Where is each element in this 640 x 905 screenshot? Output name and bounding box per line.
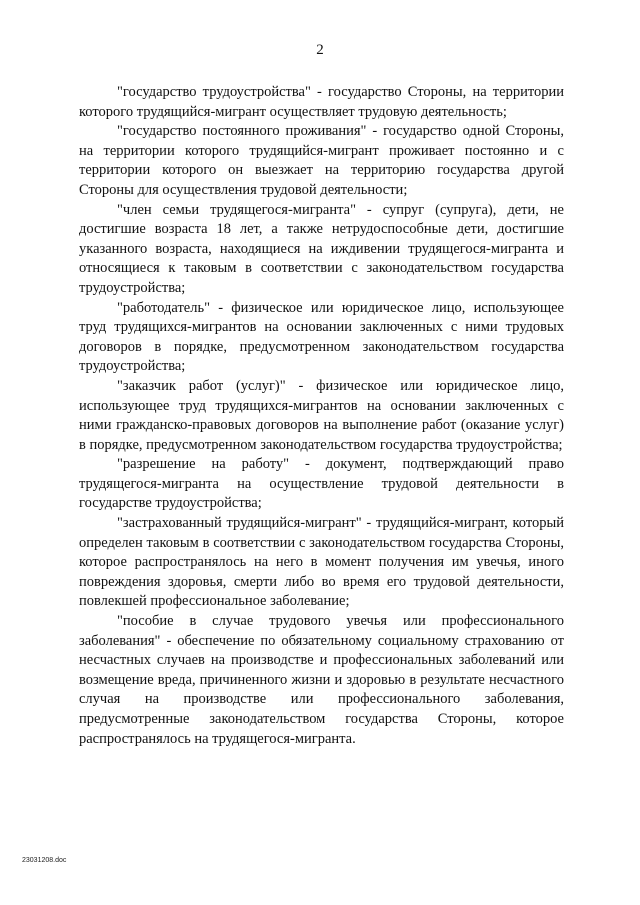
- definition-paragraph: "работодатель" - физическое или юридическое лицо, использующее труд трудящихся-мигрантов на основании заключенных с ними трудовых договоров в порядке, предусмотренном законодательством государства трудоустройства;: [79, 299, 564, 375]
- definition-paragraph: "застрахованный трудящийся-мигрант" - трудящийся-мигрант, который определен таковым в соответствии с законодательством государства Стороны, которое распространялось на него в момент получения им увечья, иного повреждения здоровья, смерти либо во время его трудовой деятельности, повлекшей профессиональное заболевание;: [79, 515, 564, 610]
- document-file-id: 23031208.doc: [22, 857, 67, 864]
- definition-paragraph: "государство трудоустройства" - государство Стороны, на территории которого трудящийся-мигрант осуществляет трудовую деятельность;: [79, 84, 564, 120]
- definition-paragraph: "пособие в случае трудового увечья или профессионального заболевания" - обеспечение по обязательному социальному страхованию от несчастных случаев на производстве и профессиональных заболеваний или возмещение вреда, причиненного жизни и здоровью в результате несчастного случая на производстве или профессионального заболевания, предусмотренные законодательством государства Стороны, которое распространялось на трудящегося-мигранта.: [79, 613, 564, 747]
- definition-paragraph: "разрешение на работу" - документ, подтверждающий право трудящегося-мигранта на осуществление трудовой деятельности в государстве трудоустройства;: [79, 456, 564, 512]
- definition-paragraph: "государство постоянного проживания" - государство одной Стороны, на территории которого трудящийся-мигрант проживает постоянно и с территории которого он выезжает на территорию государства другой Стороны для осуществления трудовой деятельности;: [79, 123, 564, 198]
- page-number: 2: [316, 42, 324, 58]
- definition-paragraph: "член семьи трудящегося-мигранта" - супруг (супруга), дети, не достигшие возраста 18 лет, а также нетрудоспособные дети, достигшие указанного возраста, находящиеся на иждивении трудящегося-мигранта и относящиеся к таковым в соответствии с законодательством государства трудоустройства;: [79, 201, 564, 296]
- document-body: [79, 83, 564, 749]
- definition-paragraph: "заказчик работ (услуг)" - физическое или юридическое лицо, использующее труд трудящихся-мигрантов на основании заключенных с ними гражданско-правовых договоров на выполнение работ (оказание услуг) в порядке, предусмотренном законодательством государства трудоустройства;: [79, 377, 564, 453]
